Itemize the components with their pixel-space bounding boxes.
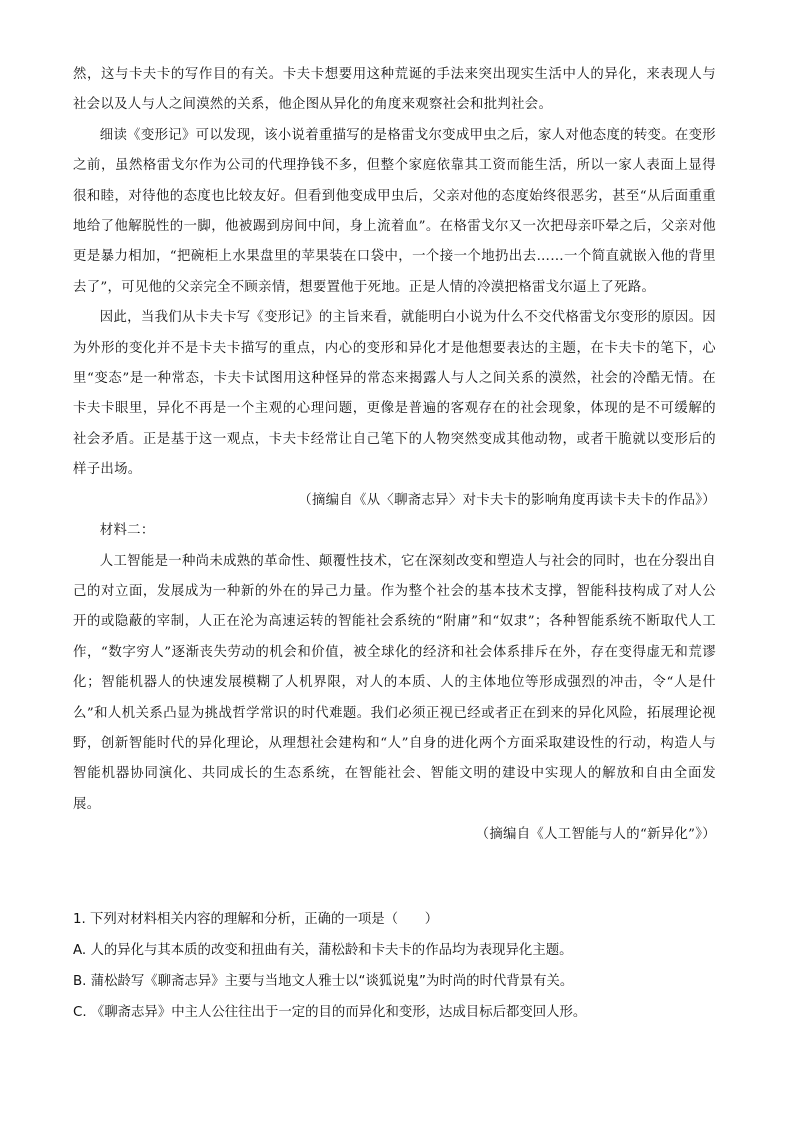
option-b: B. 蒲松龄写《聊斋志异》主要与当地文人雅士以“谈狐说鬼”为时尚的时代背景有关。	[73, 974, 574, 989]
source-citation: （摘编自《人工智能与人的“新异化”》）	[475, 827, 716, 843]
paragraph: 人工智能是一种尚未成熟的革命性、颠覆性技术，它在深刻改变和塑造人与社会的同时，也在分裂出自己的对立面，发展成为一种新的外在的异己力量。作为整个社会的基本技术支撑，智能科技构成了对人公开的或隐蔽的宰制，人正在沦为高速运转的智能社会系统的“附庸”和“奴隶”；各种智能系统不断取代人工作，“数字穷人”逐渐丧失劳动的机会和价值，被全球化的经济和社会体系排斥在外，存在变得虚无和荒谬化；智能机器人的快速发展模糊了人机界限，对人的本质、人的主体地位等形成强烈的冲击，令“人是什么”和人机关系凸显为挑战哲学常识的时代难题。我们必须正视已经或者正在到来的异化风险，拓展理论视野，创新智能时代的异化理论，从理想社会建构和“人”自身的进化两个方面采取建设性的行动，构造人与智能机器协同演化、共同成长的生态系统，在智能社会、智能文明的建设中实现人的解放和自由全面发展。	[73, 553, 716, 812]
paragraph-continued: 然，这与卡夫卡的写作目的有关。卡夫卡想要用这种荒诞的手法来突出现实生活中人的异化，来表现人与社会以及人与人之间漠然的关系，他企图从异化的角度来观察社会和批判社会。	[73, 67, 716, 113]
question-block	[73, 904, 733, 1028]
option-a: A. 人的异化与其本质的改变和扭曲有关，蒲松龄和卡夫卡的作品均为表现异化主题。	[73, 943, 573, 958]
option-c: C. 《聊斋志异》中主人公往往出于一定的目的而异化和变形，达成目标后都变回人形。	[73, 1005, 587, 1020]
article-body	[73, 60, 716, 851]
source-citation: （摘编自《从〈聊斋志异〉对卡夫卡的影响角度再读卡夫卡的作品》）	[298, 492, 716, 508]
material-heading: 材料二：	[99, 523, 155, 539]
paragraph: 因此，当我们从卡夫卡写《变形记》的主旨来看，就能明白小说为什么不交代格雷戈尔变形的原因。因为外形的变化并不是卡夫卡描写的重点，内心的变形和异化才是他想要表达的主题，在卡夫卡的笔下，心里“变态”是一种常态，卡夫卡试图用这种怪异的常态来揭露人与人之间关系的漠然，社会的冷酷无情。在卡夫卡眼里，异化不再是一个主观的心理问题，更像是普遍的客观存在的社会现象，体现的是不可缓解的社会矛盾。正是基于这一观点，卡夫卡经常让自己笔下的人物突然变成其他动物，或者干脆就以变形后的样子出场。	[73, 310, 716, 478]
question-stem: 1. 下列对材料相关内容的理解和分析，正确的一项是（ ）	[73, 912, 439, 927]
paragraph: 细读《变形记》可以发现，该小说着重描写的是格雷戈尔变成甲虫之后，家人对他态度的转变。在变形之前，虽然格雷戈尔作为公司的代理挣钱不多，但整个家庭依靠其工资而能生活，所以一家人表面上显得很和睦，对待他的态度也比较友好。但看到他变成甲虫后，父亲对他的态度始终很恶劣，甚至“从后面重重地给了他解脱性的一脚，他被踢到房间中间，身上流着血”。在格雷戈尔又一次把母亲吓晕之后，父亲对他更是暴力相加，“把碗柜上水果盘里的苹果装在口袋中，一个接一个地扔出去……一个简直就嵌入他的背里去了”，可见他的父亲完全不顾亲情，想要置他于死地。正是人情的冷漠把格雷戈尔逼上了死路。	[73, 127, 716, 295]
